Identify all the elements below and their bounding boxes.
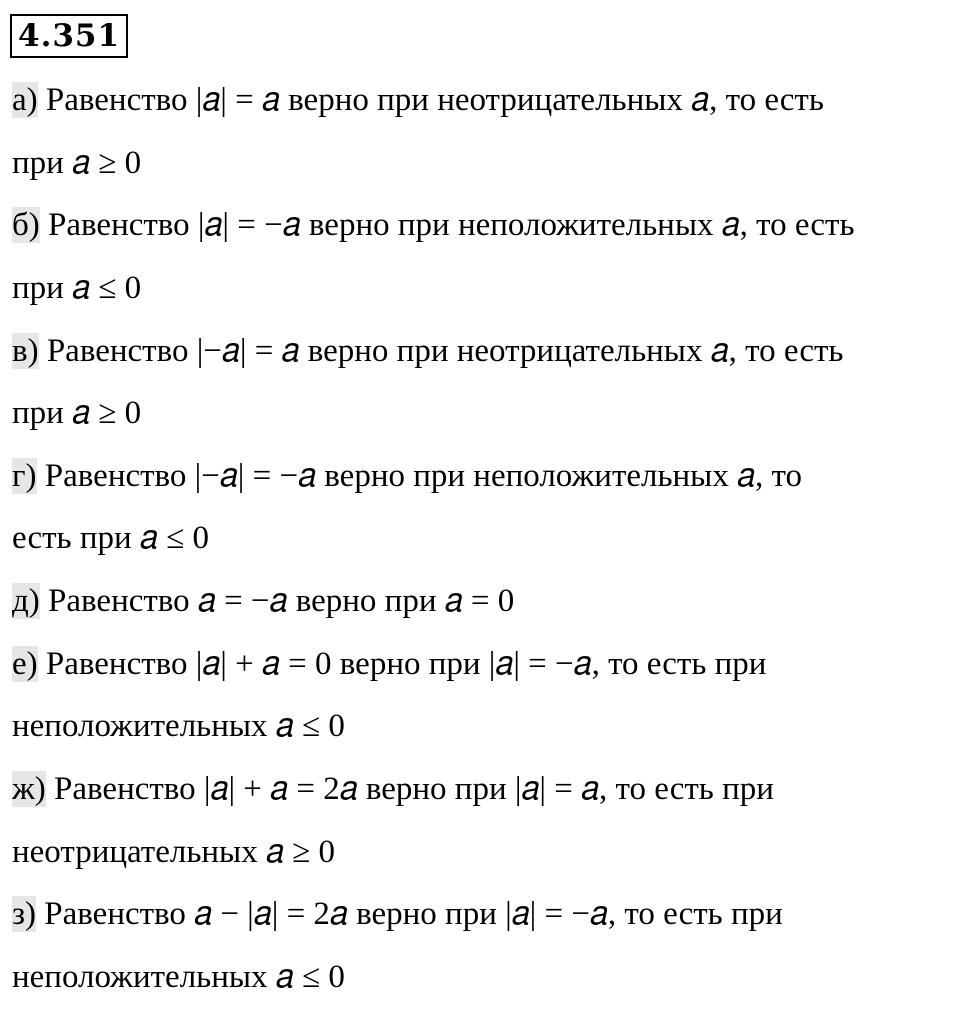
item-v-label: в) xyxy=(12,333,39,369)
item-zh-line-2: неотрицательных 𝑎 ≥ 0 xyxy=(12,834,336,870)
item-g-label: г) xyxy=(12,458,37,494)
item-e-label: е) xyxy=(12,646,38,682)
problem-number: 4.351 xyxy=(10,14,128,58)
item-d-text-1: Равенство 𝑎 = −𝑎 верно при 𝑎 = 0 xyxy=(48,583,515,619)
item-z-text-1: Равенство 𝑎 − |𝑎| = 2𝑎 верно при |𝑎| = −𝑎, то есть при xyxy=(44,896,783,932)
item-zh-label: ж) xyxy=(12,771,46,807)
item-v-line-1 xyxy=(12,331,843,371)
item-v-line-2: при 𝑎 ≥ 0 xyxy=(12,395,142,431)
item-g-text-1: Равенство |−𝑎| = −𝑎 верно при неположительных 𝑎, то xyxy=(44,458,803,494)
item-zh-line-1 xyxy=(12,769,774,809)
item-b-line-2: при 𝑎 ≤ 0 xyxy=(12,270,142,306)
item-a-line-2: при 𝑎 ≥ 0 xyxy=(12,145,142,181)
item-v-text-1: Равенство |−𝑎| = 𝑎 верно при неотрицательных 𝑎, то есть xyxy=(46,333,844,369)
item-e-line-1 xyxy=(12,644,766,684)
item-d-label: д) xyxy=(12,583,40,619)
item-d-line-1 xyxy=(12,581,514,621)
item-a-label: а) xyxy=(12,82,38,118)
item-e-line-2: неположительных 𝑎 ≤ 0 xyxy=(12,708,345,744)
item-g-line-1 xyxy=(12,456,802,496)
item-b-text-1: Равенство |𝑎| = −𝑎 верно при неположительных 𝑎, то есть xyxy=(48,207,855,243)
item-a-text-1: Равенство |𝑎| = 𝑎 верно при неотрицательных 𝑎, то есть xyxy=(45,82,824,118)
item-z-label: з) xyxy=(12,896,37,932)
item-z-line-2: неположительных 𝑎 ≤ 0 xyxy=(12,959,345,995)
item-a-line-1 xyxy=(12,80,824,120)
item-b-label: б) xyxy=(12,207,40,243)
item-g-line-2: есть при 𝑎 ≤ 0 xyxy=(12,520,209,556)
item-zh-text-1: Равенство |𝑎| + 𝑎 = 2𝑎 верно при |𝑎| = 𝑎, то есть при xyxy=(54,771,774,807)
item-z-line-1 xyxy=(12,894,783,934)
item-e-text-1: Равенство |𝑎| + 𝑎 = 0 верно при |𝑎| = −𝑎, то есть при xyxy=(45,646,767,682)
item-b-line-1 xyxy=(12,205,855,245)
